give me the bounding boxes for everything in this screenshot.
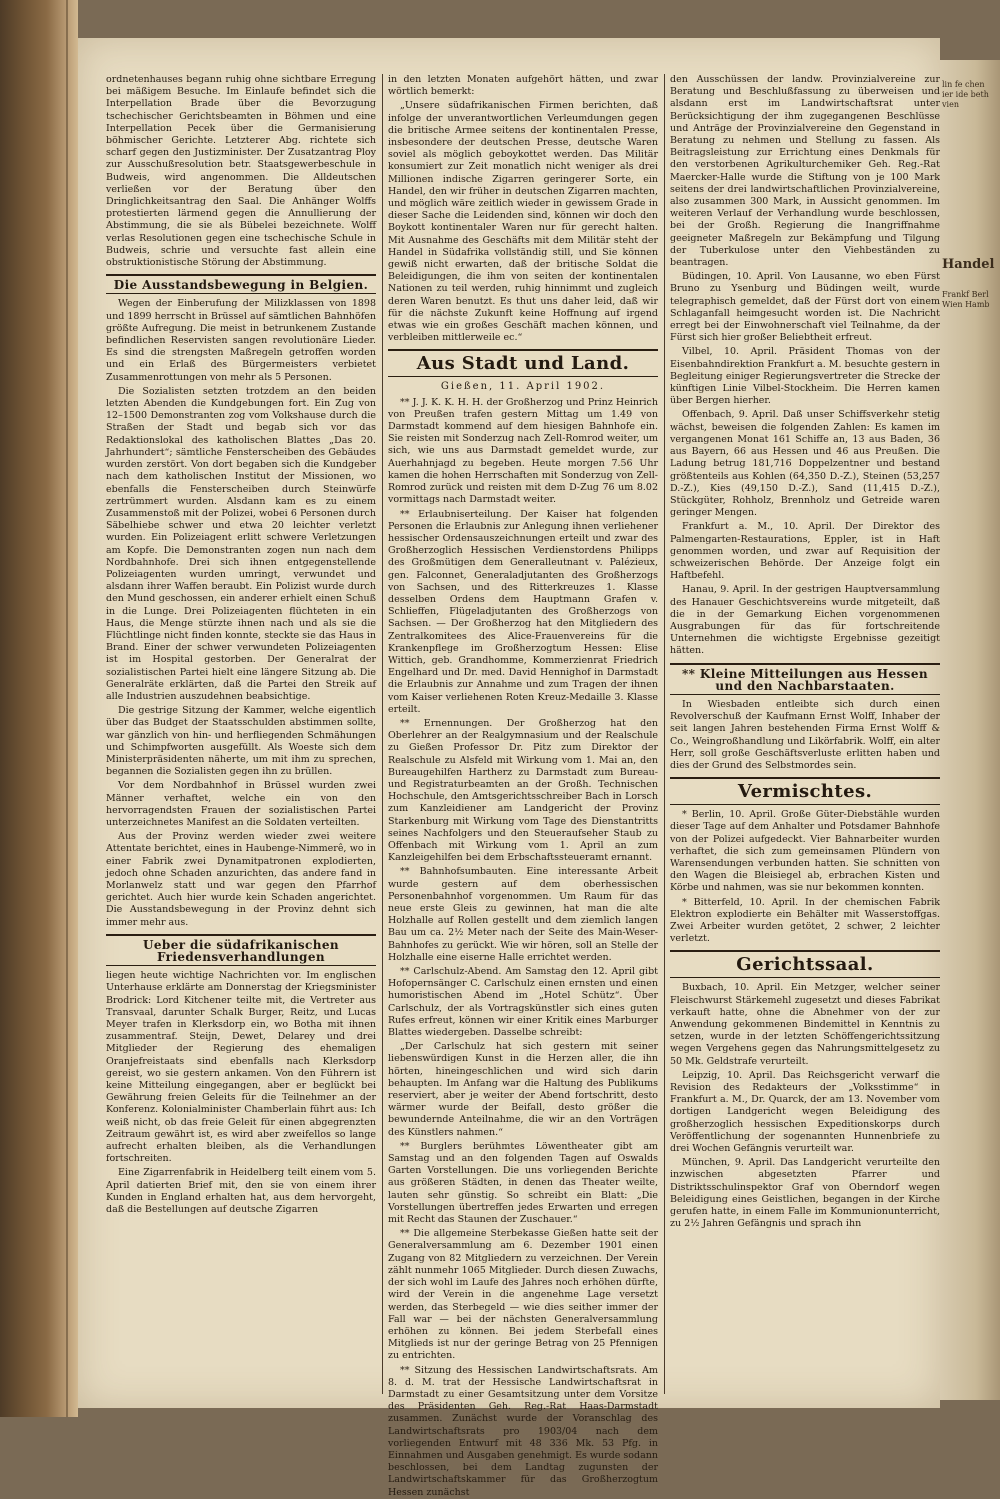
article-paragraph: * Bitterfeld, 10. April. In der chemischen Fabrik Elektron explodierte ein Behälter mit Wasserstoffgas. Zwei Arbeiter wurden getötet, 2 schwer, 2 leichter verletzt. <box>670 896 940 945</box>
article-paragraph: Hanau, 9. April. In der gestrigen Hauptversammlung des Hanauer Geschichtsvereins wurde mitgeteilt, daß die in der Gemarkung Eichen vorgenommenen Ausgrabungen für das für fortschreitende Unternehmen die wichtigste Ergebnisse gezeitigt hätten. <box>670 584 940 657</box>
book-binding <box>0 0 78 1417</box>
column-2 <box>388 74 659 1498</box>
article-paragraph: ** Erlaubniserteilung. Der Kaiser hat folgenden Personen die Erlaubnis zur Anlegung ihnen verliehener hessischer Ordensauszeichnungen erteilt und zwar des Großherzoglich Hessischen Verdienstordens Philipps des Großmütigen dem Generalleutnant v. Palézieux, gen. Falconnet, Generaladjutanten des Großherzogs von Sachsen, und des Ritterkreuzes 1. Klasse desselben Ordens dem Hauptmann Grafen v. Schlieffen, Flügeladjutanten des Großherzogs von Sachsen. — Der Großherzog hat den Mitgliedern des Zentralkomitees des Alice-Frauenvereins für die Krankenpflege im Großherzogtum Hessen: Elise Wittich, geb. Grandhomme, Kommerzienrat Friedrich Engelhard und Dr. med. David Hennighof in Darmstadt die Erlaubnis zur Annahme und zum Tragen der ihnen vom Kaiser verliehenen Roten Kreuz-Medaille 3. Klasse erteilt. <box>388 508 658 715</box>
article-paragraph: Frankfurt a. M., 10. April. Der Direktor des Palmengarten-Restaurations, Eppler, ist in Haft genommen worden, und zwar auf Requisition der schweizerischen Behörde. Der Anzeige folgt ein Haftbefehl. <box>670 521 940 582</box>
article-paragraph: Wegen der Einberufung der Milizklassen von 1898 und 1899 herrscht in Brüssel auf sämtlichen Bahnhöfen größte Aufregung. Die meist in betrunkenem Zustande befindlichen Reservisten sangen revolutionäre Lieder. Es sind die strengsten Maßregeln getroffen worden und ein Erlaß des Bürgermeisters verbietet Zusammenrottungen von mehr als 5 Personen. <box>106 298 376 383</box>
article-paragraph: liegen heute wichtige Nachrichten vor. Im englischen Unterhause erklärte am Donnerstag der Kriegsminister Brodrick: Lord Kitchener teilte mit, die Vertreter aus Transvaal, darunter Schalk Burger, Reitz, und Lucas Meyer trafen in Klerksdorp ein, wo Botha mit ihnen zusammentraf. Steijn, Dewet, Delarey und drei Mitglieder der Regierung des ehemaligen Oranjefreistaats sind ebenfalls nach Klerksdorp gereist, wo sie gestern ankamen. Von den Führern ist keine Mitteilung eingegangen, aber er beglückt bei Gewährung freien Geleits für die Teilnehmer an der Konferenz. Kolonialminister Chamberlain führt aus: Ich weiß nicht, ob das freie Geleit für einen abgegrenzten Zeitraum gewährt ist, es wird aber zweifellos so lange aufrecht erhalten bleiben, als die Verhandlungen fortschreiten. <box>106 970 376 1165</box>
article-paragraph: In Wiesbaden entleibte sich durch einen Revolverschuß der Kaufmann Ernst Wolff, Inhaber der seit langen Jahren bestehenden Firma Ernst Wolff & Co., Weingroßhandlung und Likörfabrik. Wolff, ein alter Herr, soll große Geschäftsverluste erlitten haben und dies der Grund des Selbstmordes sein. <box>670 698 940 771</box>
section-heading: Gerichtssaal. <box>670 950 940 978</box>
edge-text: Frankf Berl Wien Hamb <box>942 290 990 309</box>
article-paragraph: Die Sozialisten setzten trotzdem an den beiden letzten Abenden die Kundgebungen fort. Ein Zug von 12–1500 Demonstranten zog vom Volkshause durch die Straßen der Stadt und begab sich vor das Redaktionslokal des katholischen Blattes „Das 20. Jahrhundert“; sämtliche Fensterscheiben des Gebäudes wurden zerstört. Von dort begaben sich die Kundgeber nach dem katholischen Institut der Missionen, wo ebenfalls die Fensterscheiben durch Steinwürfe zertrümmert wurden. Alsdann kam es zu einem Zusammenstoß mit der Polizei, wobei 6 Personen durch Säbelhiebe schwer und etwa 20 leichter verletzt wurden. Ein Polizeiagent erlitt schwere Verletzungen am Kopfe. Die Demonstranten zogen nun nach dem Nordbahnhofe. Drei sich ihnen entgegenstellende Polizeiagenten wurden umringt, verwundet und alsdann ihrer Waffen beraubt. Ein Polizist wurde durch den Mund geschossen, ein anderer erhielt einen Schuß in die Lunge. Drei Polizeiagenten flüchteten in ein Haus, die Menge stürzte ihnen nach und als sie die Flüchtlinge nicht finden konnte, steckte sie das Haus in Brand. Einer der schwer verwundeten Polizeiagenten ist im Hospital gestorben. Der Generalrat der sozialistischen Partei hielt eine längere Sitzung ab. Die Generalräte erklärten, daß die Partei den Streik auf alle Industrien auszudehnen beabsichtige. <box>106 385 376 702</box>
article-paragraph: Büdingen, 10. April. Von Lausanne, wo eben Fürst Bruno zu Ysenburg und Büdingen weilt, wurde telegraphisch gemeldet, daß der Fürst dort von einem Schlaganfall heimgesucht worden ist. Die Nachricht erregt bei der Einwohnerschaft viel Teilnahme, da der Fürst sich hier großer Beliebtheit erfreut. <box>670 271 940 344</box>
column-rule <box>382 74 383 1394</box>
article-paragraph: ** Burglers berühmtes Löwentheater gibt am Samstag und an den folgenden Tagen auf Oswalds Garten Vorstellungen. Die uns vorliegenden Berichte aus größeren Städten, in denen das Theater weilte, lauten sehr günstig. So schreibt ein Blatt: „Die Vorstellungen übertreffen jedes Erwarten und erregen mit Recht das Staunen der Zuschauer.“ <box>388 1140 658 1226</box>
article-paragraph: ordnetenhauses begann ruhig ohne sichtbare Erregung bei mäßigem Besuche. Im Einlaufe befindet sich die Interpellation Brade über die Bevorzugung tschechischer Gerichtsbeamten in Böhmen und eine Interpellation Pecek über die Germanisierung böhmischer Gerichte. Letzterer Abg. richtete sich scharf gegen den Justizminister. Der Zusatzantrag Ploy zur Ausschußresolution betr. Staatsgewerbeschule in Budweis, wird angenommen. Die Alldeutschen verließen vor der Beratung über den Dringlichkeitsantrag den Saal. Die Anhänger Wolffs protestierten lärmend gegen die Annullierung der Abstimmung, die sie als Bübelei bezeichnete. Wolff verlas Resolutionen gegen eine tschechische Schule in Budweis, schrie und versuchte fast allein eine obstruktionistische Störung der Abstimmung. <box>106 74 376 269</box>
article-paragraph: Vilbel, 10. April. Präsident Thomas von der Eisenbahndirektion Frankfurt a. M. besuchte gestern in Begleitung einiger Regierungsvertreter die Strecke der künftigen Linie Vilbel-Stockheim. Die Herren kamen über Bergen hierher. <box>670 346 940 407</box>
article-paragraph: „Unsere südafrikanischen Firmen berichten, daß infolge der unverantwortlichen Verleumdungen gegen die britische Armee seitens der kontinentalen Presse, insbesondere der deutschen Presse, deutsche Waren soviel als möglich geboykottet werden. Das Militär konsumiert zur Zeit monatlich nicht weniger als drei Millionen indische Zigarren geringerer Sorte, ein Handel, den wir früher in deutschen Zigarren machten, und möglich wäre zeitlich wieder in gewissem Grade in dieser Sache die Leidenden sind, können wir doch den Boykott kontinentaler Waren nur für gerecht halten. Mit Ausnahme des Geschäfts mit dem Militär steht der Handel in Südafrika vollständig still, und Sie können gewiß nicht erwarten, daß der britische Soldat die Beleidigungen, die ihm von seiten der kontinentalen Nationen zu teil werden, ruhig hinnimmt und zugleich deren Waren benutzt. Es thut uns daher leid, daß wir für die nächste Zukunft keine Hoffnung auf irgend etwas wie ein großes Geschäft machen können, und verbleiben mittlerweile ec.“ <box>388 100 658 344</box>
section-heading: ** Kleine Mitteilungen aus Hessen und den Nachbarstaaten. <box>670 663 940 695</box>
section-heading: Aus Stadt und Land. <box>388 349 658 377</box>
column-1 <box>106 74 376 1394</box>
column-3 <box>670 74 940 1394</box>
section-heading: Vermischtes. <box>670 777 940 805</box>
newspaper-page <box>78 38 940 1498</box>
article-paragraph: ** Bahnhofsumbauten. Eine interessante Arbeit wurde gestern auf dem oberhessischen Personenbahnhof vorgenommen. Um Raum für das neue erste Gleis zu gewinnen, hat man die alte Holzhalle auf Rollen gestellt und dem ziemlich langen Bau um ca. 2½ Meter nach der Seite des Main-Weser-Bahnhofes zu gerückt. Wie wir hören, soll an Stelle der Holzhalle eine eiserne Halle errichtet werden. <box>388 866 658 963</box>
article-paragraph: ** J. J. K. K. H. H. der Großherzog und Prinz Heinrich von Preußen trafen gestern Mittag um 1.49 von Darmstadt kommend auf dem hiesigen Bahnhofe ein. Sie reisten mit Sonderzug nach Zell-Romrod weiter, um sich, wie uns aus Darmstadt gemeldet wurde, zur Auerhahnjagd zu begeben. Heute morgen 7.56 Uhr kamen die hohen Herrschaften mit Sonderzug von Zell-Romrod zurück und reisten mit dem D-Zug 76 um 8.02 vormittags nach Darmstadt weiter. <box>388 396 658 506</box>
article-paragraph: ** Die allgemeine Sterbekasse Gießen hatte seit der Generalversammlung am 6. Dezember 1901 einen Zugang von 82 Mitgliedern zu verzeichnen. Der Verein zählt nunmehr 1065 Mitglieder. Durch diesen Zuwachs, der sich wohl im Laufe des Jahres noch erhöhen dürfte, wird der Verein in die angenehme Lage versetzt werden, das Sterbegeld — wie dies seither immer der Fall war — bei der nächsten Generalversammlung erhöhen zu können. Bei jedem Sterbefall eines Mitglieds ist nur der geringe Betrag von 25 Pfennigen zu entrichten. <box>388 1228 658 1362</box>
section-heading: Ueber die südafrikanischen Friedensverhandlungen <box>106 934 376 966</box>
article-paragraph: Aus der Provinz werden wieder zwei weitere Attentate berichtet, eines in Haubenge-Nimmerê, wo in einer Fabrik zwei Dynamitpatronen explodierten, jedoch ohne Schaden anzurichten, das andere fand in Morlanwelz statt und war gegen den Pfarrhof gerichtet. Auch hier wurde kein Schaden angerichtet. Die Ausstandsbewegung in der Provinz dehnt sich immer mehr aus. <box>106 831 376 928</box>
section-heading: Die Ausstandsbewegung in Belgien. <box>106 274 376 294</box>
article-paragraph: Die gestrige Sitzung der Kammer, welche eigentlich über das Budget der Staatsschulden abstimmen sollte, war gänzlich von hin- und herfliegenden Schmähungen und Schimpfworten ausgefüllt. Als Woeste sich dem Ministerpräsidenten näherte, um mit ihm zu sprechen, begannen die Sozialisten gegen ihn zu brüllen. <box>106 705 376 778</box>
article-paragraph: „Der Carlschulz hat sich gestern mit seiner liebenswürdigen Kunst in die Herzen aller, die ihn hörten, hineingeschlichen und wird sich darin behaupten. Im Anfang war die Haltung des Publikums reserviert, aber je weiter der Abend fortschritt, desto wärmer wurde der Beifall, desto größer die bewundernde Anteilnahme, die wir an den Vorträgen des Künstlers nahmen.“ <box>388 1041 658 1138</box>
dateline: Gießen, 11. April 1902. <box>440 381 606 393</box>
article-paragraph: München, 9. April. Das Landgericht verurteilte den inzwischen abgesetzten Pfarrer und Distriktsschulinspektor Graf von Oberndorf wegen Beleidigung eines Geistlichen, begangen in der Kirche gerufen hatte, in einem Falle im Kommunionunterricht, zu 2½ Jahren Gefängnis und sprach ihn <box>670 1157 940 1230</box>
edge-text: lin fe chen ier ide beth vien <box>942 80 989 109</box>
article-paragraph: Buxbach, 10. April. Ein Metzger, welcher seiner Fleischwurst Stärkemehl zugesetzt und dieses Fabrikat verkauft hatte, ohne die Abnehmer von der zur Anwendung gekommenen Bindemittel in Kenntnis zu setzen, wurde in der letzten Schöffengerichtssitzung wegen Vergehens gegen das Nahrungsmittelgesetz zu 50 Mk. Geldstrafe verurteilt. <box>670 982 940 1067</box>
article-paragraph: den Ausschüssen der landw. Provinzialvereine zur Beratung und Beschlußfassung zu überweisen und alsdann erst im Landwirtschaftsrat unter Berücksichtigung der ihm zugegangenen Beschlüsse und Anträge der Provinzialvereine den Gegenstand in Beratung zu nehmen und Stellung zu fassen. Als Beitragsleistung zur Errichtung eines Denkmals für den verstorbenen Agrikulturchemiker Geh. Reg.-Rat Maercker-Halle wurde die Stiftung von je 100 Mark seitens der drei landwirtschaftlichen Provinzialvereine, also zusammen 300 Mark, in Aussicht genommen. Im weiteren Verlauf der Verhandlung wurde beschlossen, bei der Großh. Regierung die Inangriffnahme geeigneter Maßregeln zur Bekämpfung und Tilgung der Tuberkulose unter den Viehbeständen zu beantragen. <box>670 74 940 269</box>
article-paragraph: Leipzig, 10. April. Das Reichsgericht verwarf die Revision des Redakteurs der „Volksstimme“ in Frankfurt a. M., Dr. Quarck, der am 13. November vom dortigen Landgericht wegen Beleidigung des großherzoglich hessischen Expeditionskorps durch Veröffentlichung der sogenannten Hunnenbriefe zu drei Wochen Gefängnis verurteilt war. <box>670 1069 940 1155</box>
column-rule <box>664 74 665 1394</box>
article-paragraph: Offenbach, 9. April. Daß unser Schiffsverkehr stetig wächst, beweisen die folgenden Zahlen: Es kamen im vergangenen Monat 161 Schiffe an, 13 aus Baden, 36 aus Bayern, 66 aus Hessen und 46 aus Preußen. Die Ladung betrug 181,716 Doppelzentner und bestand größtenteils aus Kohlen (64,350 D.-Z.), Steinen (53,257 D.-Z.), Kies (49,150 D.-Z.), Sand (11,415 D.-Z.), Stückgüter, Rohholz, Brennholz und Getreide waren geringer Mengen. <box>670 409 940 519</box>
article-paragraph: * Berlin, 10. April. Große Güter-Diebstähle wurden dieser Tage auf dem Anhalter und Potsdamer Bahnhofe von der Polizei aufgedeckt. Vier Bahnarbeiter wurden verhaftet, die sich zum gemeinsamen Plündern von Warensendungen verbunden hatten. Sie schnitten von den Wagen die Bleisiegel ab, erbrachen Kisten und Körbe und nahmen, was sie nur bekommen konnten. <box>670 809 940 894</box>
article-paragraph: ** Carlschulz-Abend. Am Samstag den 12. April gibt Hofopernsänger C. Carlschulz einen ernsten und einen humoristischen Abend im „Hotel Schütz“. Über Carlschulz, der als Vortragskünstler sich eines guten Rufes erfreut, können wir einer Kritik eines Marburger Blattes wiedergeben. Dasselbe schreibt: <box>388 966 658 1039</box>
edge-heading: Handel <box>942 257 995 272</box>
article-paragraph: Eine Zigarrenfabrik in Heidelberg teilt einem vom 5. April datierten Brief mit, den sie von einem ihrer Kunden in England erhalten hat, aus dem hervorgeht, daß die Bestellungen auf deutsche Zigarren <box>106 1167 376 1216</box>
article-paragraph: in den letzten Monaten aufgehört hätten, und zwar wörtlich bemerkt: <box>388 74 658 98</box>
article-paragraph: Vor dem Nordbahnhof in Brüssel wurden zwei Männer verhaftet, welche ein von den hervorragendsten Frauen der sozialistischen Partei unterzeichnetes Manifest an die Soldaten verteilten. <box>106 780 376 828</box>
next-page-edge <box>940 60 1000 1400</box>
article-paragraph: ** Sitzung des Hessischen Landwirtschaftsrats. Am 8. d. M. trat der Hessische Landwirtschaftsrat in Darmstadt zu einer Gesamtsitzung unter dem Vorsitze des Präsidenten Geh. Reg.-Rat Haas-Darmstadt zusammen. Zunächst wurde der Voranschlag des Landwirtschaftsrats pro 1903/04 nach dem vorliegenden Entwurf mit 48 336 Mk. 53 Pfg. in Einnahmen und Ausgaben genehmigt. Es wurde sodann beschlossen, bei dem Landtag zugunsten der Landwirtschaftskammer für das Großherzogtum Hessen zunächst <box>388 1364 659 1498</box>
article-paragraph: ** Ernennungen. Der Großherzog hat den Oberlehrer an der Realgymnasium und der Realschule zu Gießen Professor Dr. Pitz zum Direktor der Realschule zu Alsfeld mit Wirkung vom 1. Mai an, den Bureaugehilfen Hartherz zu Darmstadt zum Bureau- und Registraturbeamten an der Großh. Technischen Hochschule, den Amtsgerichtsschreiber Bach in Lorsch zum Kanzleidiener am Landgericht der Provinz Starkenburg mit Wirkung vom Tage des Dienstantritts seines Nachfolgers und den Steueraufseher Staub zu Offenbach mit Wirkung vom 1. April an zum Kanzleigehilfen bei dem Erbschaftssteueramt ernannt. <box>388 717 658 864</box>
